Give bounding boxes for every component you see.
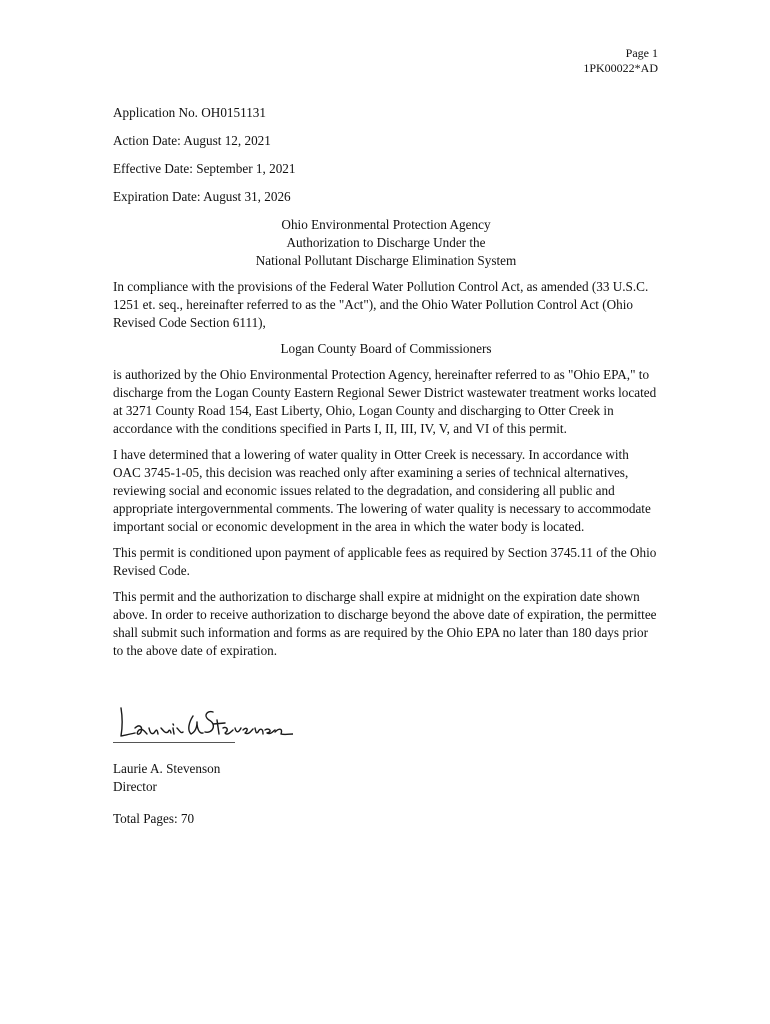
handwritten-signature xyxy=(113,698,293,744)
signer-name: Laurie A. Stevenson xyxy=(113,761,221,776)
signature-block xyxy=(113,698,313,754)
page-number: Page 1 xyxy=(625,46,658,60)
action-date: Action Date: August 12, 2021 xyxy=(113,133,271,148)
application-number: Application No. OH0151131 xyxy=(113,105,266,120)
permittee-name: Logan County Board of Commissioners xyxy=(280,341,492,356)
total-pages: Total Pages: 70 xyxy=(113,811,195,826)
determination-paragraph: I have determined that a lowering of water quality in Otter Creek is necessary. In accordance with OAC 3745-1-05, this decision was reached only after examining a series of technical alternatives, reviewing social and economic issues related to the degradation, and considering all public and appropriate intergovernmental comments. The lowering of water quality is necessary to accommodate important social or economic development in the area in which the water body is located. xyxy=(113,447,651,534)
authorization-paragraph: is authorized by the Ohio Environmental Protection Agency, hereinafter referred to as "Ohio EPA," to discharge from the Logan County Eastern Regional Sewer District wastewater treatment works located at 3271 County Road 154, East Liberty, Ohio, Logan County and discharging to Otter Creek in accordance with the conditions specified in Parts I, II, III, IV, V, and VI of this permit. xyxy=(113,367,657,436)
fees-paragraph: This permit is conditioned upon payment of applicable fees as required by Section 3745.11 of the Ohio Revised Code. xyxy=(113,545,657,578)
document-code: 1PK00022*AD xyxy=(583,61,658,75)
document-title xyxy=(113,216,659,270)
signer-title: Director xyxy=(113,779,157,794)
signature-line xyxy=(113,742,235,743)
expiration-date: Expiration Date: August 31, 2026 xyxy=(113,189,291,204)
system-name: National Pollutant Discharge Elimination System xyxy=(255,253,517,268)
agency-name: Ohio Environmental Protection Agency xyxy=(281,217,491,232)
page-header xyxy=(583,46,658,76)
compliance-paragraph: In compliance with the provisions of the Federal Water Pollution Control Act, as amended (33 U.S.C. 1251 et. seq., hereinafter referred to as the "Act"), and the Ohio Water Pollution Control Act (Ohio Revised Code Section 6111), xyxy=(113,279,649,330)
expiration-paragraph: This permit and the authorization to discharge shall expire at midnight on the expiration date shown above. In order to receive authorization to discharge beyond the above date of expiration, the permittee shall submit such information and forms as are required by the Ohio EPA no later than 180 days prior to the above date of expiration. xyxy=(113,589,657,658)
document-body xyxy=(113,104,659,828)
authorization-line: Authorization to Discharge Under the xyxy=(286,235,486,250)
effective-date: Effective Date: September 1, 2021 xyxy=(113,161,296,176)
